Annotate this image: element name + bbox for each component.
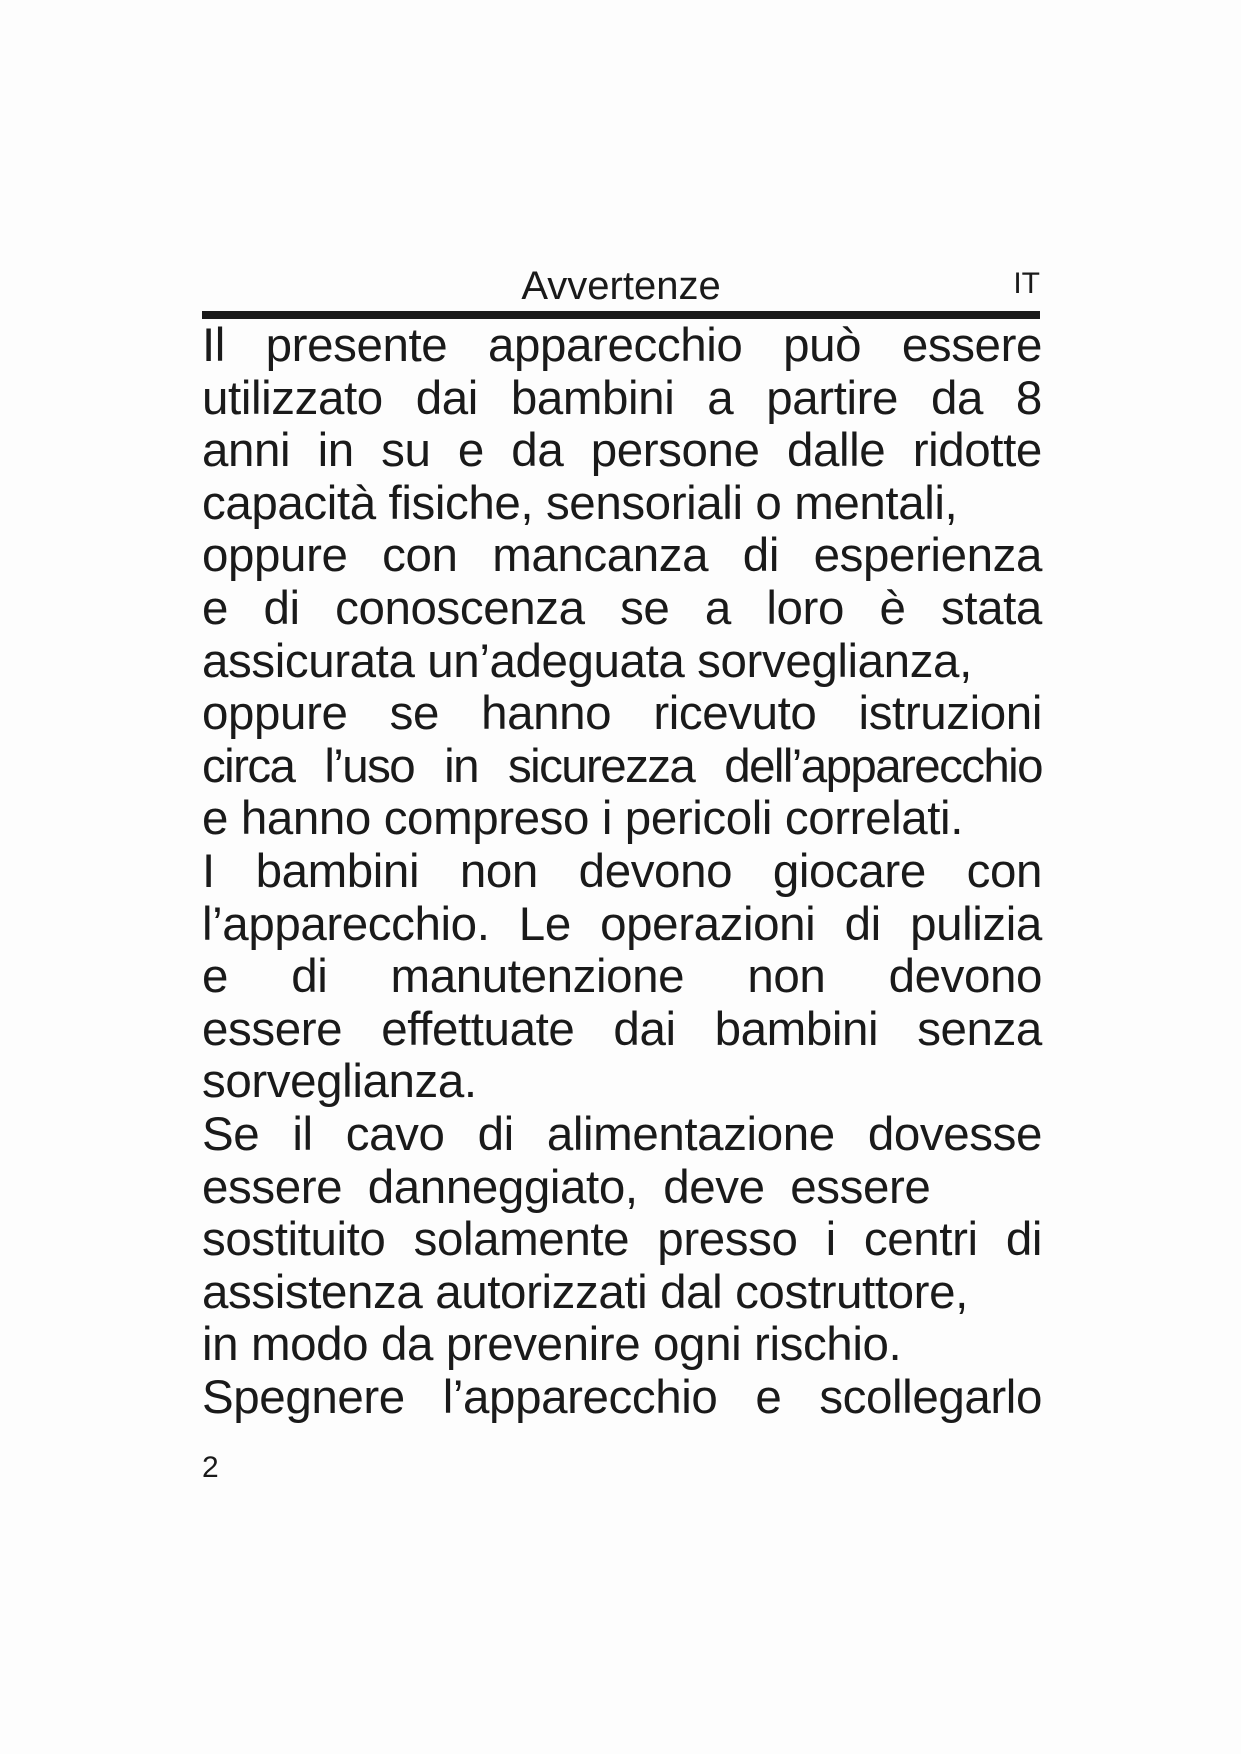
- word: su: [381, 424, 431, 478]
- word: manutenzione: [390, 950, 685, 1004]
- word: pulizia: [910, 897, 1042, 951]
- line-text: e hanno compreso i pericoli correlati.: [202, 792, 964, 846]
- word: l’uso: [324, 739, 415, 793]
- text-line: [202, 1267, 1042, 1320]
- word: giocare: [772, 844, 926, 898]
- word: utilizzato: [202, 371, 383, 425]
- word: devono: [888, 950, 1042, 1004]
- word: dai: [415, 371, 478, 425]
- word: persone: [590, 424, 760, 478]
- word: loro: [766, 581, 844, 635]
- text-line: [202, 741, 1042, 794]
- word: può: [783, 319, 862, 372]
- warning-text: [202, 320, 1042, 1424]
- word: se: [389, 687, 439, 741]
- word: e: [202, 581, 229, 635]
- text-line: [202, 1319, 1042, 1372]
- word: in: [444, 739, 478, 793]
- word: bambini: [714, 1002, 879, 1056]
- word: Se: [202, 1107, 260, 1161]
- word: presente: [265, 319, 448, 372]
- text-line: [202, 1109, 1042, 1162]
- text-line: [202, 320, 1042, 373]
- text-line: [202, 1004, 1042, 1057]
- word: l’apparecchio.: [202, 897, 490, 951]
- word: i: [825, 1213, 836, 1267]
- word: con: [966, 844, 1042, 898]
- word: non: [459, 844, 538, 898]
- text-line: [202, 1056, 1042, 1109]
- word: ricevuto: [653, 687, 817, 741]
- line-text: assicurata un’adeguata sorveglianza,: [202, 634, 972, 688]
- text-line: [202, 899, 1042, 952]
- word: di: [477, 1107, 514, 1161]
- text-line: [202, 1162, 1042, 1215]
- word: apparecchio: [487, 319, 743, 372]
- line-text: in modo da prevenire ogni rischio.: [202, 1318, 902, 1372]
- text-line: [202, 846, 1042, 899]
- word: l’apparecchio: [442, 1370, 718, 1424]
- word: istruzioni: [858, 687, 1042, 741]
- word: se: [620, 581, 670, 635]
- word: dovesse: [867, 1107, 1042, 1161]
- text-line: [202, 793, 1042, 846]
- word: da: [930, 371, 983, 425]
- word: mancanza: [492, 529, 709, 583]
- line-text: sorveglianza.: [202, 1055, 477, 1109]
- word: sostituito: [202, 1213, 386, 1267]
- text-line: [202, 636, 1042, 689]
- word: a: [707, 371, 734, 425]
- word: anni: [202, 424, 291, 478]
- word: in: [317, 424, 354, 478]
- section-title: Avvertenze: [521, 264, 721, 308]
- word: con: [382, 529, 458, 583]
- word: a: [704, 581, 731, 635]
- word: essere: [202, 1002, 343, 1056]
- text-line: [202, 478, 1042, 531]
- word: devono: [578, 844, 733, 898]
- text-line: [202, 425, 1042, 478]
- word: operazioni: [600, 897, 816, 951]
- word: conoscenza: [335, 581, 585, 635]
- page-number: 2: [202, 1451, 219, 1484]
- word: presso: [657, 1213, 798, 1267]
- word: stata: [940, 581, 1042, 635]
- word: circa: [202, 739, 295, 793]
- word: centri: [863, 1213, 978, 1267]
- word: I: [202, 844, 215, 898]
- word: non: [747, 950, 826, 1004]
- text-line: [202, 530, 1042, 583]
- word: di: [844, 897, 881, 951]
- word: di: [263, 581, 300, 635]
- text-line: [202, 951, 1042, 1004]
- word: Spegnere: [202, 1370, 405, 1424]
- line-text: assistenza autorizzati dal costruttore,: [202, 1265, 968, 1319]
- word: Le: [518, 897, 571, 951]
- text-line: [202, 688, 1042, 741]
- word: sicurezza: [507, 739, 695, 793]
- word: dalle: [786, 424, 886, 478]
- word: e: [457, 424, 484, 478]
- word: bambini: [510, 371, 675, 425]
- word: oppure: [202, 529, 348, 583]
- word: di: [1005, 1213, 1042, 1267]
- text-line: [202, 583, 1042, 636]
- word: e: [202, 950, 229, 1004]
- word: hanno: [481, 687, 612, 741]
- word: cavo: [345, 1107, 445, 1161]
- word: alimentazione: [546, 1107, 835, 1161]
- text-line: [202, 373, 1042, 426]
- word: e: [755, 1370, 782, 1424]
- word: dai: [613, 1002, 676, 1056]
- word: di: [742, 529, 779, 583]
- word: dell’apparecchio: [724, 739, 1042, 793]
- header-rule: [202, 311, 1040, 319]
- text-line: [202, 1372, 1042, 1425]
- word: bambini: [255, 844, 420, 898]
- word: scollegarlo: [819, 1370, 1042, 1424]
- page-header: [202, 262, 1040, 312]
- word: senza: [917, 1002, 1042, 1056]
- language-code: IT: [1013, 267, 1040, 300]
- word: è: [879, 581, 906, 635]
- word: esperienza: [813, 529, 1042, 583]
- word: il: [292, 1107, 313, 1161]
- word: essere: [901, 319, 1042, 372]
- word: partire: [766, 371, 899, 425]
- line-text: capacità fisiche, sensoriali o mentali,: [202, 476, 958, 530]
- word: 8: [1015, 371, 1042, 425]
- word: di: [291, 950, 328, 1004]
- text-line: [202, 1214, 1042, 1267]
- word: Il: [202, 319, 225, 372]
- word: oppure: [202, 687, 348, 741]
- word: effettuate: [381, 1002, 575, 1056]
- word: da: [511, 424, 564, 478]
- word: ridotte: [912, 424, 1042, 478]
- word: solamente: [413, 1213, 630, 1267]
- line-text: essere danneggiato, deve essere: [202, 1160, 931, 1214]
